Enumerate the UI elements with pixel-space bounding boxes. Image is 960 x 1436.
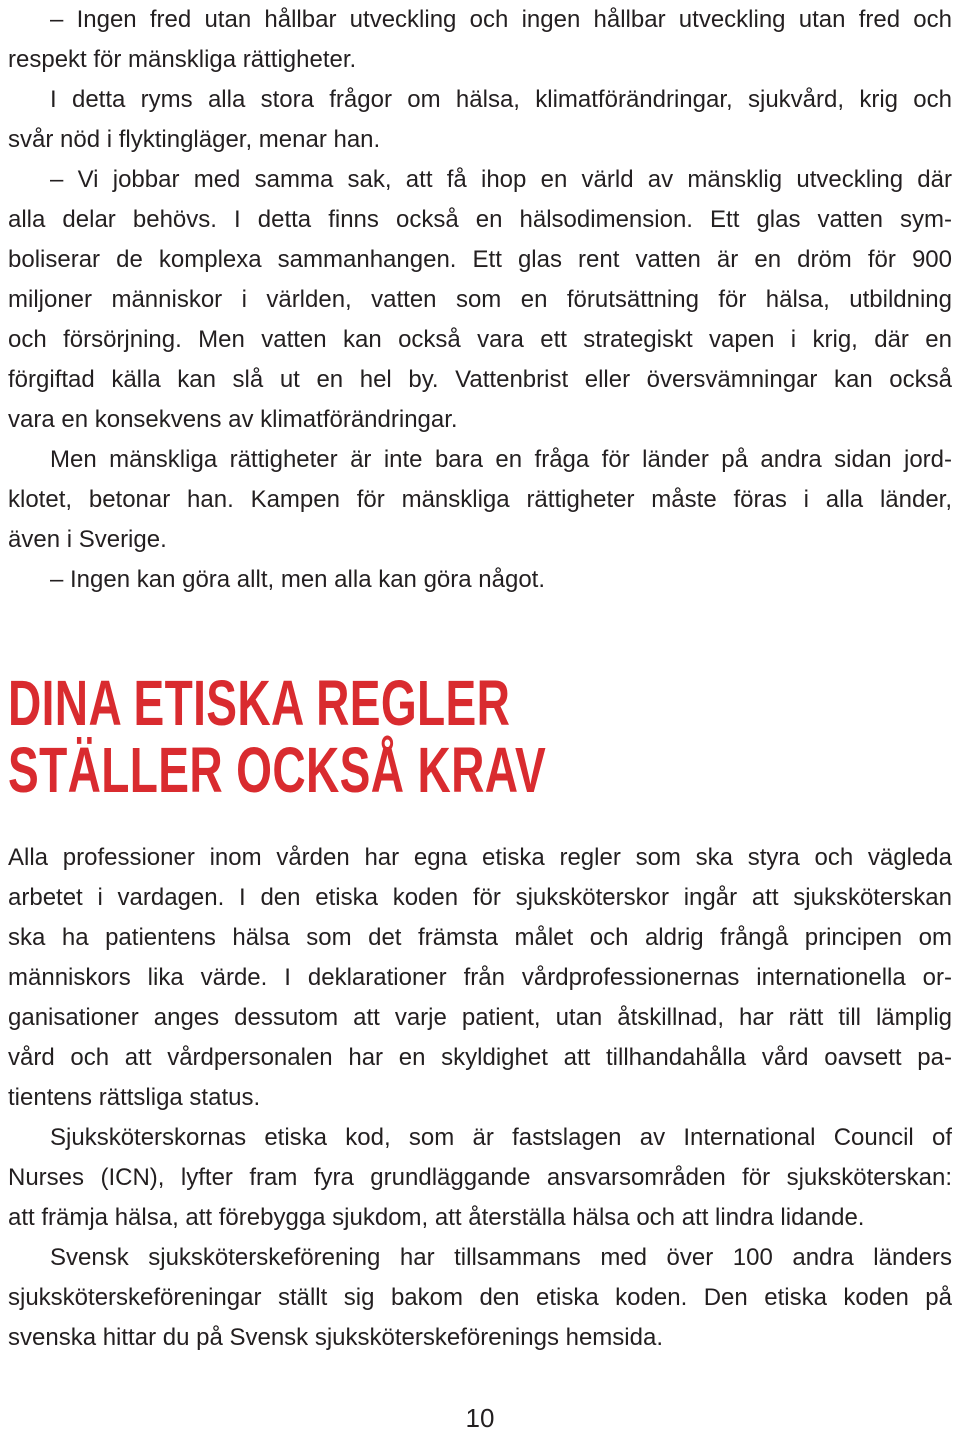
paragraph <box>8 1118 952 1238</box>
paragraph <box>8 80 952 160</box>
text-line: förgiftad källa kan slå ut en hel by. Vattenbrist eller översvämningar kan också <box>8 366 952 393</box>
paragraph <box>8 440 952 560</box>
text-line: Men mänskliga rättigheter är inte bara en fråga för länder på andra sidan jord- <box>50 446 952 473</box>
text-line: vård och att vårdpersonalen har en skyldighet att tillhandahålla vård oavsett pa- <box>8 1044 952 1071</box>
text-line: Alla professioner inom vården har egna etiska regler som ska styra och vägleda <box>8 844 952 871</box>
paragraph <box>8 838 952 1118</box>
article-body-ethics <box>8 838 952 1358</box>
text-line: även i Sverige. <box>8 526 167 553</box>
text-line: Svensk sjuksköterskeförening har tillsammans med över 100 andra länders <box>50 1244 952 1271</box>
text-line: svenska hittar du på Svensk sjuksköterskeförenings hemsida. <box>8 1324 663 1351</box>
text-line: – Ingen kan göra allt, men alla kan göra något. <box>50 566 545 593</box>
text-line: svår nöd i flyktingläger, menar han. <box>8 126 381 153</box>
paragraph <box>8 0 952 80</box>
text-line: vara en konsekvens av klimatförändringar. <box>8 406 458 433</box>
paragraph <box>8 560 952 600</box>
document-page <box>8 0 952 1358</box>
text-line: alla delar behövs. I detta finns också en hälsodimension. Ett glas vatten sym- <box>8 206 952 233</box>
text-line: sjuksköterskeföreningar ställt sig bakom den etiska koden. Den etiska koden på <box>8 1284 952 1311</box>
text-line: miljoner människor i världen, vatten som en förutsättning för hälsa, utbildning <box>8 286 952 313</box>
text-line: ska ha patientens hälsa som det främsta målet och aldrig frångå principen om <box>8 924 952 951</box>
paragraph <box>8 1238 952 1358</box>
text-line: – Ingen fred utan hållbar utveckling och ingen hållbar utveckling utan fred och <box>50 6 952 33</box>
text-line: Sjuksköterskornas etiska kod, som är fastslagen av International Council of <box>50 1124 952 1151</box>
section-heading <box>8 667 952 806</box>
heading-line-2: STÄLLER OCKSÅ KRAV <box>8 734 547 806</box>
text-line: att främja hälsa, att förebygga sjukdom, att återställa hälsa och att lindra lidande. <box>8 1204 865 1231</box>
text-line: ganisationer anges dessutom att varje patient, utan åtskillnad, har rätt till lämplig <box>8 1004 952 1031</box>
text-line: arbetet i vardagen. I den etiska koden för sjuksköterskor ingår att sjuksköterskan <box>8 884 952 911</box>
text-line: klotet, betonar han. Kampen för mänskliga rättigheter måste föras i alla länder, <box>8 486 952 513</box>
text-line: tientens rättsliga status. <box>8 1084 261 1111</box>
article-body-top <box>8 0 952 600</box>
heading-line-1: DINA ETISKA REGLER <box>8 667 511 739</box>
text-line: människors lika värde. I deklarationer från vårdprofessionernas internationella or- <box>8 964 952 991</box>
text-line: respekt för mänskliga rättigheter. <box>8 46 357 73</box>
paragraph <box>8 160 952 440</box>
text-line: – Vi jobbar med samma sak, att få ihop en värld av mänsklig utveckling där <box>50 166 952 193</box>
text-line: och försörjning. Men vatten kan också vara ett strategiskt vapen i krig, där en <box>8 326 952 353</box>
text-line: boliserar de komplexa sammanhangen. Ett glas rent vatten är en dröm för 900 <box>8 246 952 273</box>
text-line: I detta ryms alla stora frågor om hälsa, klimatförändringar, sjukvård, krig och <box>50 86 952 113</box>
text-line: Nurses (ICN), lyfter fram fyra grundläggande ansvarsområden för sjuksköterskan: <box>8 1164 952 1191</box>
page-number: 10 <box>465 1403 495 1433</box>
